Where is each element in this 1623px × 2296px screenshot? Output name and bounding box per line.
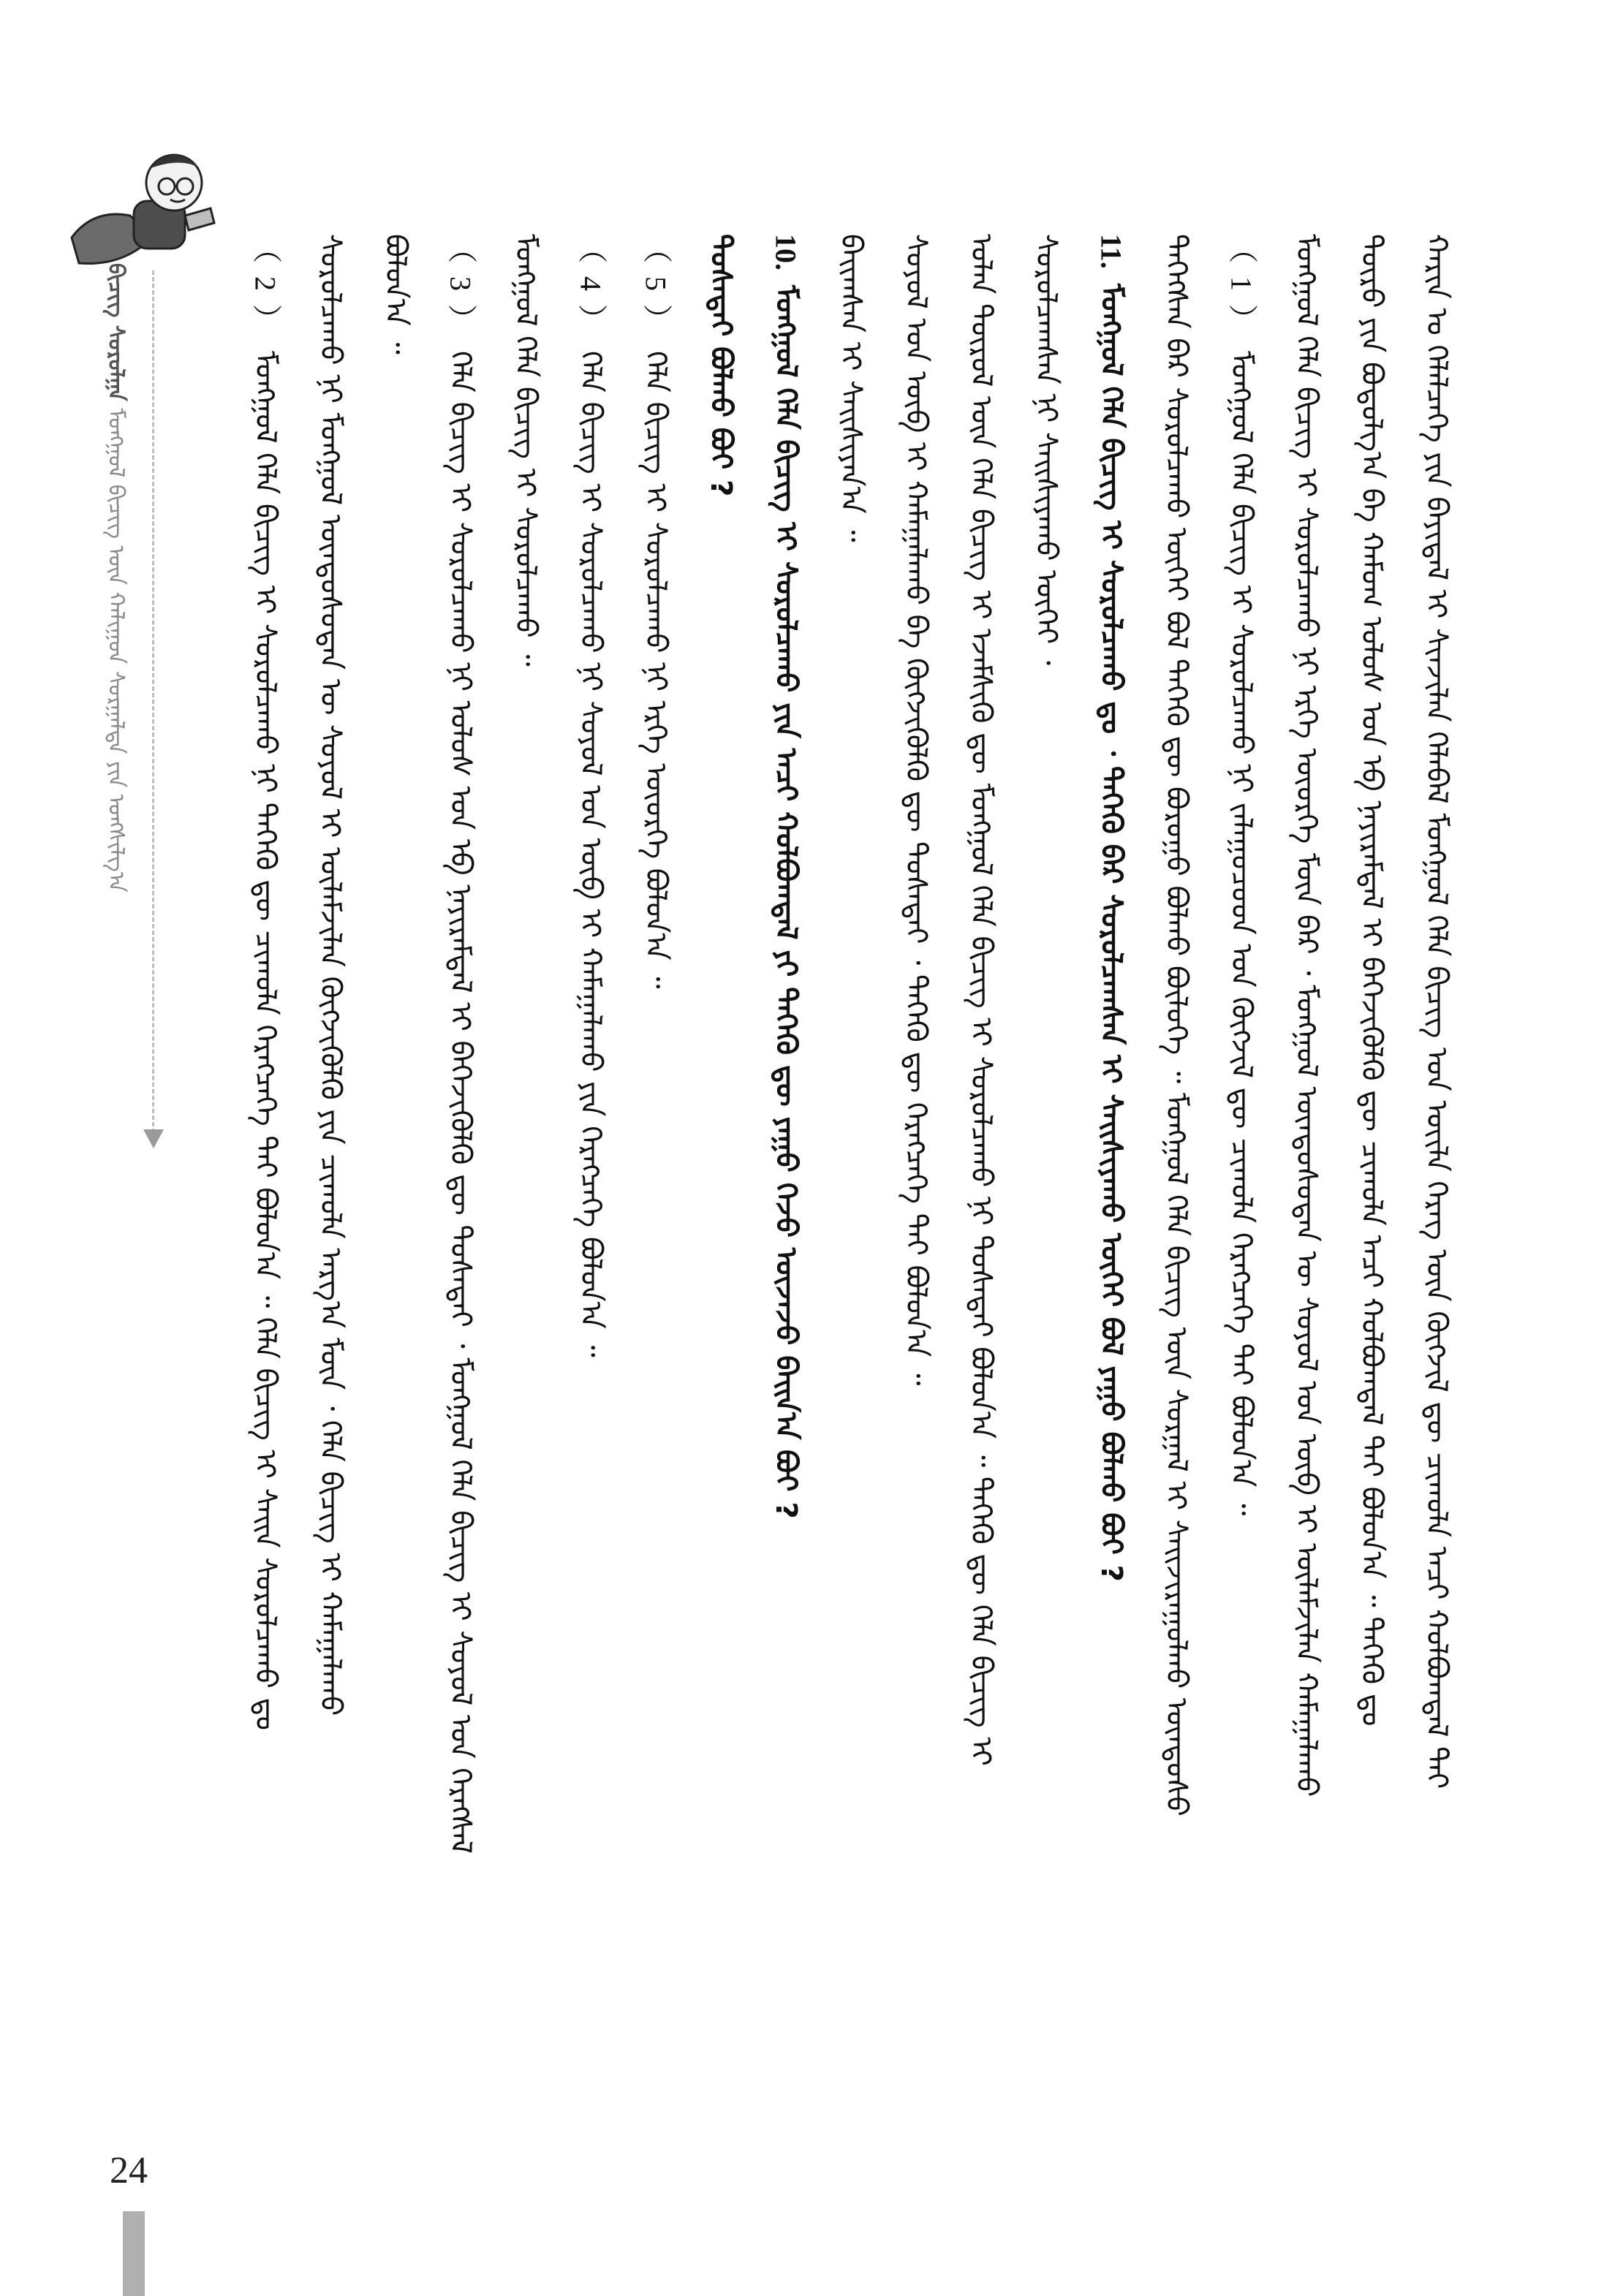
question-text: ᠮᠣᠩᠭᠣᠯ ᠬᠡᠯᠡ ᠪᠢᠴᠢᠭ ᠢ ᠰᠤᠷᠤᠯᠴᠠᠬᠤ ᠶᠢᠨ ᠠᠴᠢ ᠬᠣᠯᠪᠣᠭᠳᠠᠯ ᠶᠢ ᠲᠡᠭᠡᠬᠦ ᠳᠦ ᠶᠠᠭᠤ ᠭᠡᠵᠦ ᠦᠵᠡᠵᠦ ᠪᠠᠢᠨ᠎ᠠ ᠪᠣᠢ ? — [769, 285, 803, 1519]
text-column — [699, 234, 743, 2134]
text-column — [1350, 234, 1393, 2134]
text-column — [1219, 234, 1263, 2134]
text-column — [309, 234, 352, 2134]
arrow-down-icon — [143, 1129, 164, 1148]
text-column — [764, 234, 808, 2134]
body-text: ᠰᠤᠷᠤᠯᠴᠠᠭᠰᠠᠨ ᠨᠢ ᠰᠠᠢᠰᠢᠶᠠᠬᠤ ᠦᠭᠡᠢ ᠂ — [1029, 234, 1063, 665]
body-text: ᠣᠯᠠᠨ ᠲᠥᠷᠥᠯ ᠦᠨ ᠬᠡᠯᠡ ᠪᠢᠴᠢᠭ ᠢ ᠡᠵᠡᠮᠰᠢᠬᠦ ᠳᠦ ᠮᠣᠩᠭᠣᠯ ᠬᠡᠯᠡ ᠪᠢᠴᠢᠭ ᠢ ᠰᠤᠷᠤᠯᠴᠠᠬᠤ ᠨᠢ ᠲᠤᠰᠠᠲᠠᠢ ᠪᠣᠯᠤᠨ᠎ᠠ ᠃ ᠲᠡᠭᠡᠬᠦ ᠳᠦ ᠬᠡᠯᠡ ᠪᠢᠴᠢᠭ ᠢ — [964, 234, 998, 1767]
item-marker: （ 1 ） — [1225, 234, 1258, 336]
flying-boy-mascot-illustration — [64, 128, 222, 274]
text-column — [1024, 234, 1068, 2134]
body-text: ᠰᠤᠷᠤᠯᠴᠠᠬᠤ ᠨᠢ ᠮᠣᠩᠭᠣᠯ ᠦᠨᠳᠦᠰᠦᠲᠡᠨ ᠦ ᠰᠣᠶᠣᠯ ᠢ ᠦᠯᠡᠮᠵᠢᠯᠡᠨ ᠬᠥᠭᠵᠢᠭᠦᠯᠬᠦ ᠶᠢᠨ ᠴᠢᠬᠤᠯᠠ ᠠᠷᠭ᠎ᠠ ᠮᠥᠨ ᠂ ᠬᠡᠯᠡ ᠪᠢᠴᠢᠭ ᠢ ᠬᠠᠮᠠᠭᠠᠯᠠᠬᠤ — [314, 234, 347, 1716]
question-number: 11. — [1094, 234, 1128, 269]
text-column — [243, 234, 287, 2134]
running-title — [102, 263, 129, 893]
body-text: ᠮᠣᠩᠭᠣᠯ ᠬᠡᠯᠡ ᠪᠢᠴᠢᠭ ᠢ ᠰᠤᠷᠤᠯᠴᠠᠬᠤ ᠨᠢ ᠲᠡᠭᠡᠬᠦ ᠳᠦ ᠴᠢᠬᠤᠯᠠ ᠬᠡᠷᠡᠭᠴᠡᠭᠡ ᠲᠠᠢ ᠪᠣᠯᠤᠨ᠎ᠠ ᠃ ᠬᠡᠯᠡ ᠪᠢᠴᠢᠭ ᠢ ᠰᠠᠢᠨ ᠰᠤᠷᠤᠯᠴᠠᠬᠤ ᠳᠤ — [249, 351, 282, 1731]
running-header — [94, 263, 137, 1301]
body-text: ᠬᠠᠷᠢᠨ ᠤ ᠬᠡᠯᠡᠯᠴᠡᠭᠡ ᠶᠢᠨ ᠪᠠᠶᠢᠳᠠᠯ ᠢ ᠰᠢᠨᠵᠢᠯᠡᠨ ᠬᠡᠯᠡᠪᠡᠯ ᠮᠣᠩᠭᠣᠯ ᠬᠡᠯᠡ ᠪᠢᠴᠢᠭ ᠤᠨ ᠦᠢᠯᠡ ᠬᠡᠷᠡᠭ ᠦᠨ ᠬᠥᠭᠵᠢᠯ ᠳᠦ ᠴᠢᠬᠤᠯᠠ ᠠᠴᠢ ᠬᠣᠯᠪᠣᠭᠳᠠᠯ ᠲᠠᠢ — [1420, 234, 1453, 1789]
body-text: ᠬᠡᠯᠡ ᠪᠢᠴᠢᠭ ᠢ ᠰᠤᠷᠤᠯᠴᠠᠬᠤ ᠨᠢ ᠰᠣᠶᠣᠯ ᠤᠨ ᠥᠪ ᠢ ᠬᠠᠮᠠᠭᠠᠯᠠᠬᠤ ᠶᠢᠨ ᠬᠡᠷᠡᠭᠴᠡᠭᠡ ᠪᠣᠯᠤᠨ᠎ᠠ ᠃ — [574, 351, 608, 1357]
text-column — [634, 234, 678, 2134]
body-text: ᠲᠡᠭᠡᠭᠰᠡᠨ ᠪᠡᠷ ᠰᠤᠷᠤᠯᠴᠠᠬᠤ ᠦᠭᠡᠢ ᠪᠣᠯ ᠲᠡᠭᠡᠬᠦ ᠳᠦ ᠪᠤᠷᠤᠭᠤ ᠪᠣᠯᠬᠤ ᠪᠦᠯᠦᠭᠡ ᠃ ᠮᠣᠩᠭᠣᠯ ᠬᠡᠯᠡ ᠪᠢᠴᠢᠭ ᠦᠨ ᠰᠤᠷᠭᠠᠯ ᠢ ᠰᠠᠢᠵᠢᠷᠠᠭᠤᠯᠬᠤ ᠦᠨᠳᠦᠰᠦ — [1159, 234, 1193, 1816]
body-text: ᠰᠣᠶᠣᠯ ᠤᠨ ᠥᠪ ᠢ ᠬᠠᠮᠠᠭᠠᠯᠠᠬᠤ ᠪᠠ ᠬᠥᠭᠵᠢᠭᠦᠯᠬᠦ ᠳᠦ ᠲᠤᠰᠠᠲᠠᠢ ᠂ ᠲᠡᠭᠡᠬᠦ ᠳᠦ ᠬᠡᠷᠡᠭᠴᠡᠭᠡ ᠲᠠᠢ ᠪᠣᠯᠤᠨ᠎ᠠ ᠃ — [899, 234, 933, 1386]
text-column — [1154, 234, 1198, 2134]
text-column — [504, 234, 548, 2134]
text-column — [1089, 234, 1133, 2134]
header-dashed-rule — [152, 270, 154, 1133]
body-text: ᠲᠥᠷᠥ ᠶᠢᠨ ᠪᠣᠳᠣᠯᠭ᠎ᠠ ᠪᠠ ᠬᠠᠮᠤᠭ ᠤᠯᠤᠰ ᠤᠨ ᠡᠪ ᠨᠠᠶᠢᠷᠠᠮᠳᠠᠯ ᠢ ᠪᠡᠬᠡᠵᠢᠭᠦᠯᠬᠦ ᠳᠦ ᠴᠢᠬᠤᠯᠠ ᠠᠴᠢ ᠬᠣᠯᠪᠣᠭᠳᠠᠯ ᠲᠠᠢ ᠪᠣᠯᠤᠨ᠎ᠠ ᠃ ᠲᠡᠭᠡᠬᠦ ᠳᠤ — [1355, 234, 1388, 1727]
text-column — [829, 234, 873, 2134]
item-marker: （ 2 ） — [249, 234, 282, 336]
text-column — [1285, 234, 1328, 2134]
item-marker: （ 4 ） — [574, 234, 608, 336]
item-marker: （ 5 ） — [639, 234, 673, 336]
body-text: ᠪᠣᠯᠤᠨ᠎ᠠ ᠃ — [379, 234, 412, 355]
chapter-side-tab — [123, 2211, 145, 2296]
text-column — [959, 234, 1003, 2134]
question-number: 10. — [769, 234, 803, 270]
body-text: ᠬᠡᠯᠡ ᠪᠢᠴᠢᠭ ᠢ ᠰᠤᠷᠤᠯᠴᠠᠬᠤ ᠨᠢ ᠤᠯᠤᠰ ᠤᠨ ᠡᠪ ᠨᠠᠶᠢᠷᠠᠮᠳᠠᠯ ᠢ ᠪᠡᠬᠡᠵᠢᠭᠦᠯᠬᠦ ᠳᠦ ᠲᠤᠰᠠᠲᠠᠢ ᠂ ᠮᠣᠩᠭᠣᠯ ᠬᠡᠯᠡ ᠪᠢᠴᠢᠭ ᠢ ᠰᠣᠶᠣᠯ ᠤᠨ ᠬᠡᠷᠡᠭᠰᠡᠯ — [444, 351, 477, 1854]
question-text: ᠮᠣᠩᠭᠣᠯ ᠬᠡᠯᠡ ᠪᠢᠴᠢᠭ ᠢ ᠰᠤᠷᠤᠯᠴᠠᠬᠤ ᠳᠤ ᠂ ᠲᠡᠭᠡᠬᠦ ᠪᠡᠷ ᠰᠤᠷᠤᠯᠴᠠᠭᠰᠠᠨ ᠢ ᠰᠠᠢᠰᠢᠶᠠᠬᠤ ᠦᠭᠡᠢ ᠪᠣᠯ ᠶᠠᠭᠤ ᠪᠣᠯᠬᠤ ᠪᠤᠢ ? — [1094, 283, 1128, 1582]
text-column — [439, 234, 483, 2134]
body-text: ᠮᠣᠩᠭᠣᠯ ᠬᠡᠯᠡ ᠪᠢᠴᠢᠭ ᠢ ᠰᠤᠷᠤᠯᠴᠠᠬᠤ ᠨᠢ ᠡᠷᠬᠡ ᠦᠦᠷᠭᠡ ᠮᠥᠨ ᠪᠡᠷ ᠂ ᠮᠣᠩᠭᠣᠯ ᠦᠨᠳᠦᠰᠦᠲᠡᠨ ᠦ ᠰᠣᠶᠣᠯ ᠤᠨ ᠥᠪ ᠢ ᠦᠯᠡᠮᠵᠢᠯᠡᠨ ᠬᠠᠮᠠᠭᠠᠯᠠᠬᠤ — [1290, 234, 1323, 1797]
running-title-lead: ᠪᠢᠴᠢᠭ ᠰᠤᠷᠤᠯᠭᠠ — [103, 263, 129, 401]
question-text: ᠲᠤᠰᠠᠲᠠᠢ ᠪᠣᠯᠬᠤ ᠪᠤᠢ ? — [704, 234, 738, 497]
running-title-rest: ᠮᠣᠩᠭᠣᠯ ᠪᠢᠴᠢᠭ ᠦᠨ ᠬᠠᠯᠢᠭᠤᠨ ᠰᠤᠷᠭᠠᠯᠲᠠ ᠶᠢᠨ ᠤᠩᠱᠢᠯᠭ᠎ᠠ — [103, 408, 129, 893]
page-number: 24 — [110, 2150, 148, 2191]
body-text: ᠮᠣᠩᠭᠣᠯ ᠬᠡᠯᠡ ᠪᠢᠴᠢᠭ ᠢ ᠰᠤᠷᠤᠯᠴᠠᠬᠤ ᠃ — [509, 234, 542, 667]
text-column — [374, 234, 417, 2134]
body-text: ᠮᠣᠩᠭᠣᠯ ᠬᠡᠯᠡ ᠪᠢᠴᠢᠭ ᠢ ᠰᠤᠷᠤᠯᠴᠠᠬᠤ ᠨᠢ ᠵᠠᠯᠠᠭᠤᠴᠤᠳ ᠤᠨ ᠬᠥᠭᠵᠢᠯ ᠳᠦ ᠴᠢᠬᠤᠯᠠ ᠬᠡᠷᠡᠭᠴᠡᠭᠡ ᠲᠠᠢ ᠪᠣᠯᠤᠨ᠎ᠠ ᠃ — [1225, 351, 1258, 1516]
text-column — [569, 234, 613, 2134]
body-text: ᠪᠠᠢᠭᠰᠠᠨ ᠢ ᠰᠠᠢᠰᠢᠶᠠᠨ᠎ᠠ ᠃ — [834, 234, 868, 542]
text-column — [894, 234, 938, 2134]
item-marker: （ 3 ） — [444, 234, 477, 336]
body-text: ᠬᠡᠯᠡ ᠪᠢᠴᠢᠭ ᠢ ᠰᠤᠷᠤᠯᠴᠠᠬᠤ ᠨᠢ ᠡᠷᠬᠡ ᠦᠦᠷᠭᠡ ᠪᠣᠯᠤᠨ᠎ᠠ ᠃ — [639, 351, 673, 989]
text-column — [1415, 234, 1459, 2134]
